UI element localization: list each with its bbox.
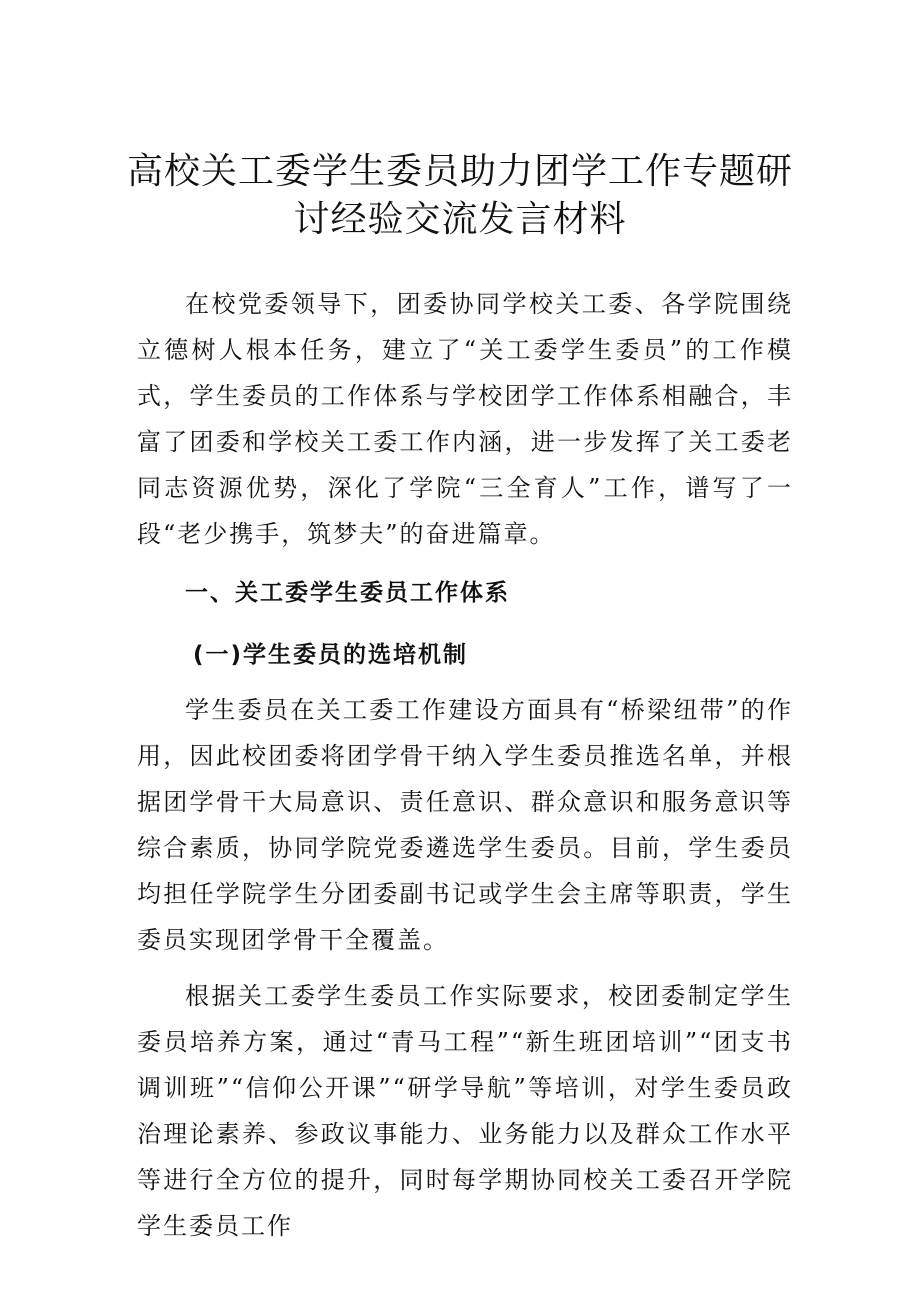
subsection-heading-1: (一)学生委员的选培机制 xyxy=(193,642,469,668)
document-body xyxy=(137,281,793,1259)
section-heading-1: 一、关工委学生委员工作体系 xyxy=(185,580,510,606)
paragraph-3: 根据关工委学生委员工作实际要求，校团委制定学生委员培养方案，通过“青马工程”“新生班团培训”“团支书调训班”“信仰公开课”“研学导航”等培训，对学生委员政治理论素养、参政议事能力、业务能力以及群众工作水平等进行全方位的提升，同时每学期协同校关工委召开学院学生委员工作 xyxy=(137,982,793,1240)
paragraph-2: 学生委员在关工委工作建设方面具有“桥梁纽带”的作用，因此校团委将团学骨干纳入学生委员推选名单，并根据团学骨干大局意识、责任意识、群众意识和服务意识等综合素质，协同学院党委遴选学生委员。目前，学生委员均担任学院学生分团委副书记或学生会主席等职责，学生委员实现团学骨干全覆盖。 xyxy=(137,696,793,954)
intro-paragraph: 在校党委领导下，团委协同学校关工委、各学院围绕立德树人根本任务，建立了“关工委学生委员”的工作模式，学生委员的工作体系与学校团学工作体系相融合，丰富了团委和学校关工委工作内涵，进一步发挥了关工委老同志资源优势，深化了学院“三全育人”工作，谱写了一段“老少携手，筑梦夫”的奋进篇章。 xyxy=(137,290,793,548)
title-line-1: 高校关工委学生委员助力团学工作专题研 xyxy=(126,151,793,193)
document-title xyxy=(120,148,800,244)
title-line-2: 讨经验交流发言材料 xyxy=(293,199,627,241)
